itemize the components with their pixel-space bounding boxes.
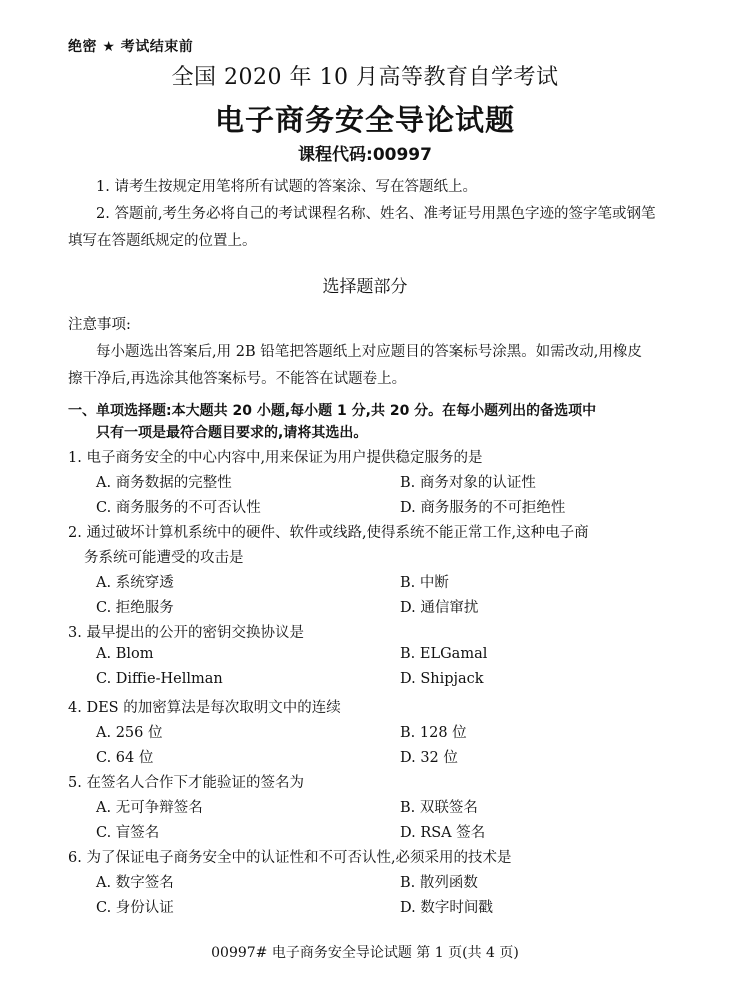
notes-line-2: 擦干净后,再选涂其他答案标号。不能答在试题卷上。 bbox=[68, 371, 407, 387]
paper-title: 电子商务安全导论试题 bbox=[214, 103, 515, 137]
question-3-stem: 3. 最早提出的公开的密钥交换协议是 bbox=[68, 625, 304, 641]
question-5-stem: 5. 在签名人合作下才能验证的签名为 bbox=[68, 775, 304, 791]
question-1-option-c: C. 商务服务的不可否认性 bbox=[96, 500, 261, 516]
section-title: 选择题部分 bbox=[322, 277, 408, 297]
confidential-label: 绝密 ★ 考试结束前 bbox=[68, 39, 194, 55]
question-1-stem: 1. 电子商务安全的中心内容中,用来保证为用户提供稳定服务的是 bbox=[68, 450, 483, 466]
question-5-option-a: A. 无可争辩签名 bbox=[96, 800, 203, 816]
question-3-option-c: C. Diffie-Hellman bbox=[96, 671, 223, 687]
course-code: 课程代码:00997 bbox=[298, 145, 432, 165]
question-5-option-c: C. 盲签名 bbox=[96, 825, 160, 841]
question-4-option-d: D. 32 位 bbox=[400, 750, 458, 766]
question-3-option-a: A. Blom bbox=[96, 646, 154, 662]
question-2-option-c: C. 拒绝服务 bbox=[96, 600, 174, 616]
question-2-stem: 2. 通过破坏计算机系统中的硬件、软件或线路,使得系统不能正常工作,这种电子商 bbox=[68, 525, 589, 541]
question-1-option-b: B. 商务对象的认证性 bbox=[400, 475, 536, 491]
question-5-option-d: D. RSA 签名 bbox=[400, 825, 486, 841]
question-1-option-a: A. 商务数据的完整性 bbox=[96, 475, 232, 491]
question-2-option-d: D. 通信窜扰 bbox=[400, 600, 479, 616]
question-2-option-b: B. 中断 bbox=[400, 575, 449, 591]
question-4-option-a: A. 256 位 bbox=[96, 725, 163, 741]
part-one-heading-cont: 只有一项是最符合题目要求的,请将其选出。 bbox=[96, 425, 368, 441]
question-4-stem: 4. DES 的加密算法是每次取明文中的连续 bbox=[68, 700, 341, 716]
instruction-2: 2. 答题前,考生务必将自己的考试课程名称、姓名、准考证号用黑色字迹的签字笔或钢笔 bbox=[96, 206, 656, 222]
question-6-option-a: A. 数字签名 bbox=[96, 875, 174, 891]
part-one-heading: 一、单项选择题:本大题共 20 小题,每小题 1 分,共 20 分。在每小题列出的备选项中 bbox=[68, 403, 597, 419]
question-1-option-d: D. 商务服务的不可拒绝性 bbox=[400, 500, 566, 516]
notes-line-1: 每小题选出答案后,用 2B 铅笔把答题纸上对应题目的答案标号涂黑。如需改动,用橡皮 bbox=[96, 344, 642, 360]
question-6-option-c: C. 身份认证 bbox=[96, 900, 174, 916]
question-6-option-b: B. 散列函数 bbox=[400, 875, 478, 891]
question-6-stem: 6. 为了保证电子商务安全中的认证性和不可否认性,必须采用的技术是 bbox=[68, 850, 512, 866]
question-3-option-b: B. ELGamal bbox=[400, 646, 488, 662]
question-4-option-c: C. 64 位 bbox=[96, 750, 154, 766]
page-footer: 00997# 电子商务安全导论试题 第 1 页(共 4 页) bbox=[211, 945, 519, 961]
exam-title: 全国 2020 年 10 月高等教育自学考试 bbox=[171, 65, 559, 90]
question-2-option-a: A. 系统穿透 bbox=[96, 575, 174, 591]
question-5-option-b: B. 双联签名 bbox=[400, 800, 478, 816]
question-4-option-b: B. 128 位 bbox=[400, 725, 467, 741]
question-3-option-d: D. Shipjack bbox=[400, 671, 484, 687]
notes-label: 注意事项: bbox=[68, 317, 131, 333]
question-6-option-d: D. 数字时间戳 bbox=[400, 900, 493, 916]
instruction-1: 1. 请考生按规定用笔将所有试题的答案涂、写在答题纸上。 bbox=[96, 179, 477, 195]
question-2-stem-cont: 务系统可能遭受的攻击是 bbox=[84, 550, 244, 566]
instruction-2-cont: 填写在答题纸规定的位置上。 bbox=[68, 233, 257, 249]
